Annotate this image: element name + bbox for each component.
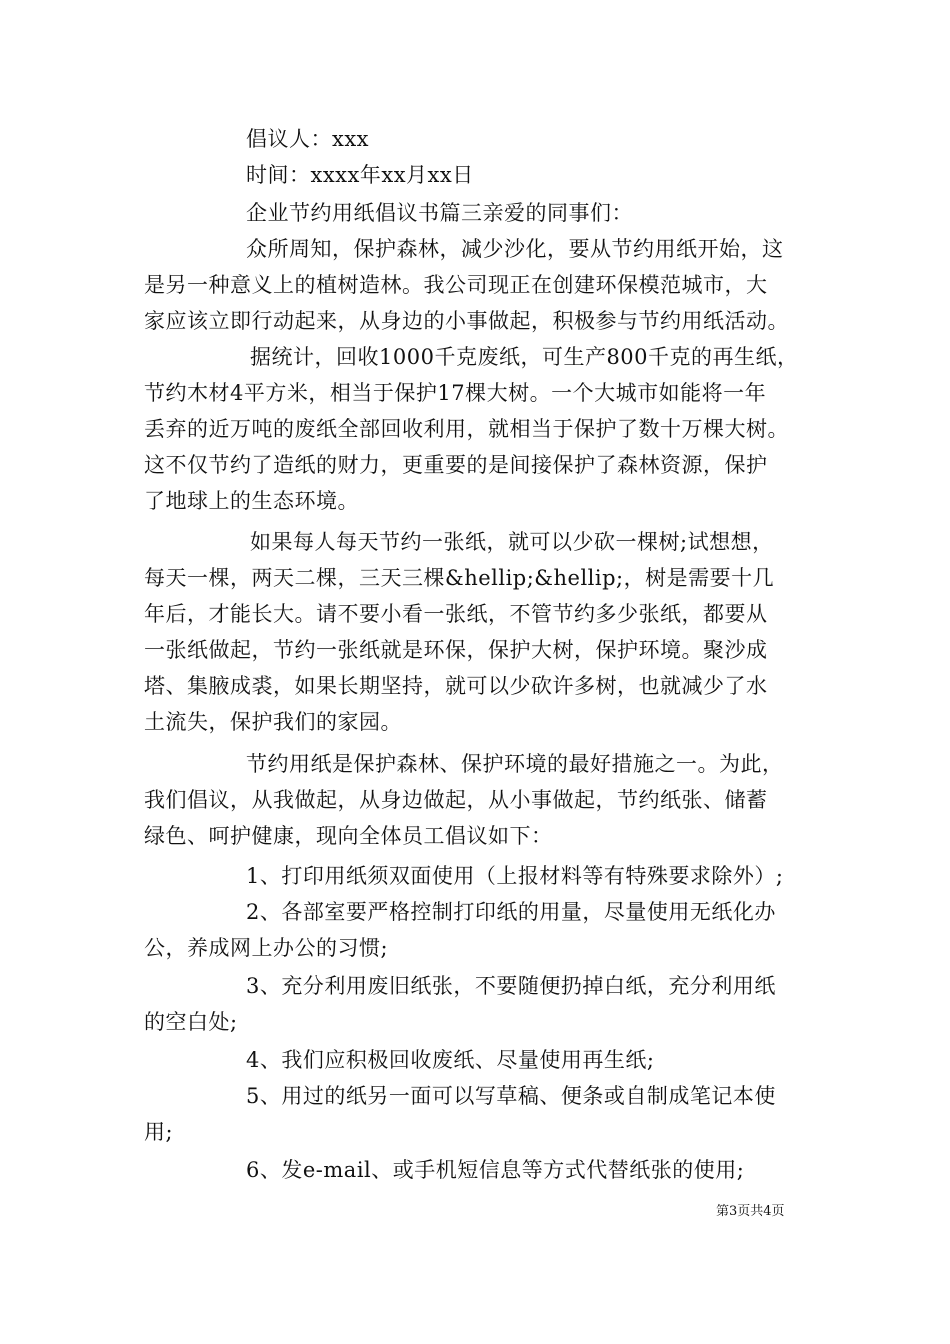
list-item: 4、我们应积极回收废纸、尽量使用再生纸; — [246, 1048, 655, 1072]
paragraph-line: 土流失，保护我们的家园。 — [144, 710, 402, 734]
paragraph-line: 塔、集腋成裘，如果长期坚持，就可以少砍许多树，也就减少了水 — [144, 674, 768, 698]
proposer-line: 倡议人：xxx — [246, 127, 370, 151]
paragraph-line: 一张纸做起，节约一张纸就是环保，保护大树，保护环境。聚沙成 — [144, 638, 768, 662]
paragraph-line: 节约用纸是保护森林、保护环境的最好措施之一。为此， — [246, 752, 784, 776]
page-number: 第3页共4页 — [716, 1204, 785, 1219]
paragraph-line: 家应该立即行动起来，从身边的小事做起，积极参与节约用纸活动。 — [144, 309, 789, 333]
list-item: 1、打印用纸须双面使用（上报材料等有特殊要求除外）; — [246, 864, 784, 888]
list-item: 2、各部室要严格控制打印纸的用量，尽量使用无纸化办 — [246, 900, 776, 924]
paragraph-line: 年后，才能长大。请不要小看一张纸，不管节约多少张纸，都要从 — [144, 602, 768, 626]
list-item-continuation: 公，养成网上办公的习惯; — [144, 936, 389, 960]
list-item: 6、发e-mail、或手机短信息等方式代替纸张的使用; — [246, 1158, 745, 1182]
paragraph-line: 节约木材4平方米，相当于保护17棵大树。一个大城市如能将一年 — [144, 381, 767, 405]
list-item: 3、充分利用废旧纸张，不要随便扔掉白纸，充分利用纸 — [246, 974, 776, 998]
paragraph-line: 据统计，回收1000千克废纸，可生产800千克的再生纸， — [250, 345, 799, 369]
section-title-line: 企业节约用纸倡议书篇三亲爱的同事们： — [246, 201, 633, 225]
list-item: 5、用过的纸另一面可以写草稿、便条或自制成笔记本使 — [246, 1084, 776, 1108]
paragraph-line: 丢弃的近万吨的废纸全部回收利用，就相当于保护了数十万棵大树。 — [144, 417, 789, 441]
list-item-continuation: 的空白处; — [144, 1010, 238, 1034]
paragraph-line: 了地球上的生态环境。 — [144, 489, 359, 513]
paragraph-line: 是另一种意义上的植树造林。我公司现正在创建环保模范城市，大 — [144, 273, 768, 297]
date-line: 时间：xxxx年xx月xx日 — [246, 163, 474, 187]
paragraph-line: 如果每人每天节约一张纸，就可以少砍一棵树;试想想， — [250, 530, 774, 554]
paragraph-line: 这不仅节约了造纸的财力，更重要的是间接保护了森林资源，保护 — [144, 453, 768, 477]
paragraph-line: 众所周知，保护森林，减少沙化，要从节约用纸开始，这 — [246, 237, 784, 261]
list-item-continuation: 用; — [144, 1120, 174, 1144]
paragraph-line: 绿色、呵护健康，现向全体员工倡议如下： — [144, 824, 553, 848]
paragraph-line: 每天一棵，两天二棵，三天三棵&hellip;&hellip;，树是需要十几 — [144, 566, 775, 590]
paragraph-line: 我们倡议，从我做起，从身边做起，从小事做起，节约纸张、储蓄 — [144, 788, 768, 812]
